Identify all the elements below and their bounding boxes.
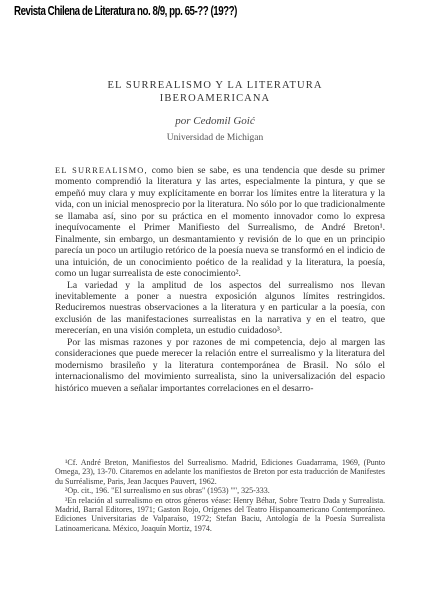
paragraph-text: como bien se sabe, es una tendencia que desde su primer momento comprendió la literatura y las artes, especialmente la pintura, y que se empeñó muy clara y muy explícitamente en borrar los límites entre la literatura y la vida, con un inicial menosprecio por la literatura. No sólo por lo que tradicionalmente se llamaba así, sino por su práctica en el momento innovador como lo expresa inequívocamente el Primer Manifiesto del Surrealismo, de André Breton¹. Finalmente, sin embargo, un desmantamiento y revisión de lo que en un principio parecía un poco un artilugio retórico de la poesía nueva se transformó en el indicio de una intuición, de un conocimiento poético de la realidad y la literatura, la poesía, como un lugar surrealista de este conocimiento².: [55, 165, 385, 280]
footnote: ²Op. cit., 196. "El surrealismo en sus obras" (1953) "", 325-333.: [65, 486, 270, 496]
footnote: ¹Cf. André Breton, Manifiestos del Surrealismo. Madrid, Ediciones Guadarrama, 1969, (Punto Omega, 23), 13-70. Citaremos en adelante los manifiestos de Breton por esta traducción de Manifestes du Surréalisme, Paris, Jean Jacques Pauvert, 1962.: [55, 458, 385, 486]
author-byline: por Cedomil Goić: [175, 115, 255, 127]
article-title-line-2: IBEROAMERICANA: [159, 93, 271, 104]
journal-stamp: Revista Chilena de Literatura no. 8/9, pp. 65-?? (19??): [14, 4, 237, 18]
paragraph-lead: EL SURREALISMO,: [55, 166, 148, 175]
body-paragraph: [55, 165, 385, 280]
body-paragraph: La variedad y la amplitud de los aspectos del surrealismo nos llevan inevitablemente a poner a nuestra exposición algunos límites restringidos. Reduciremos nuestras observaciones a la literatura y en particular a la poesía, con exclusión de las manifestaciones surrealistas en la narrativa y en el teatro, que merecerían, en una visión completa, un estudio cuidadoso³.: [55, 279, 385, 337]
body-paragraph: Por las mismas razones y por razones de mi competencia, dejo al margen las consideraciones que puede merecer la relación entre el surrealismo y la literatura del modernismo brasileño y la literatura contemporánea de Brasil. No sólo el internacionalismo del movimiento surrealista, sino la universalización del espacio histórico mueven a señalar importantes correlaciones en el desarro-: [55, 336, 385, 394]
footnotes: [55, 458, 385, 533]
footnote: ³En relación al surrealismo en otros géneros véase: Henry Béhar, Sobre Teatro Dada y Surrealista. Madrid, Barral Editores, 1971; Gaston Rojo, Orígenes del Teatro Hispanoamericano Contemporáneo. Ediciones Universitarias de Valparaíso, 1972; Stefan Baciu, Antología de la Poesía Surrealista Latinoamericana. México, Joaquín Mortiz, 1974.: [55, 495, 385, 533]
article-title-line-1: EL SURREALISMO Y LA LITERATURA: [107, 80, 323, 91]
author-affiliation: Universidad de Michigan: [166, 133, 264, 143]
article-body: [55, 165, 385, 394]
